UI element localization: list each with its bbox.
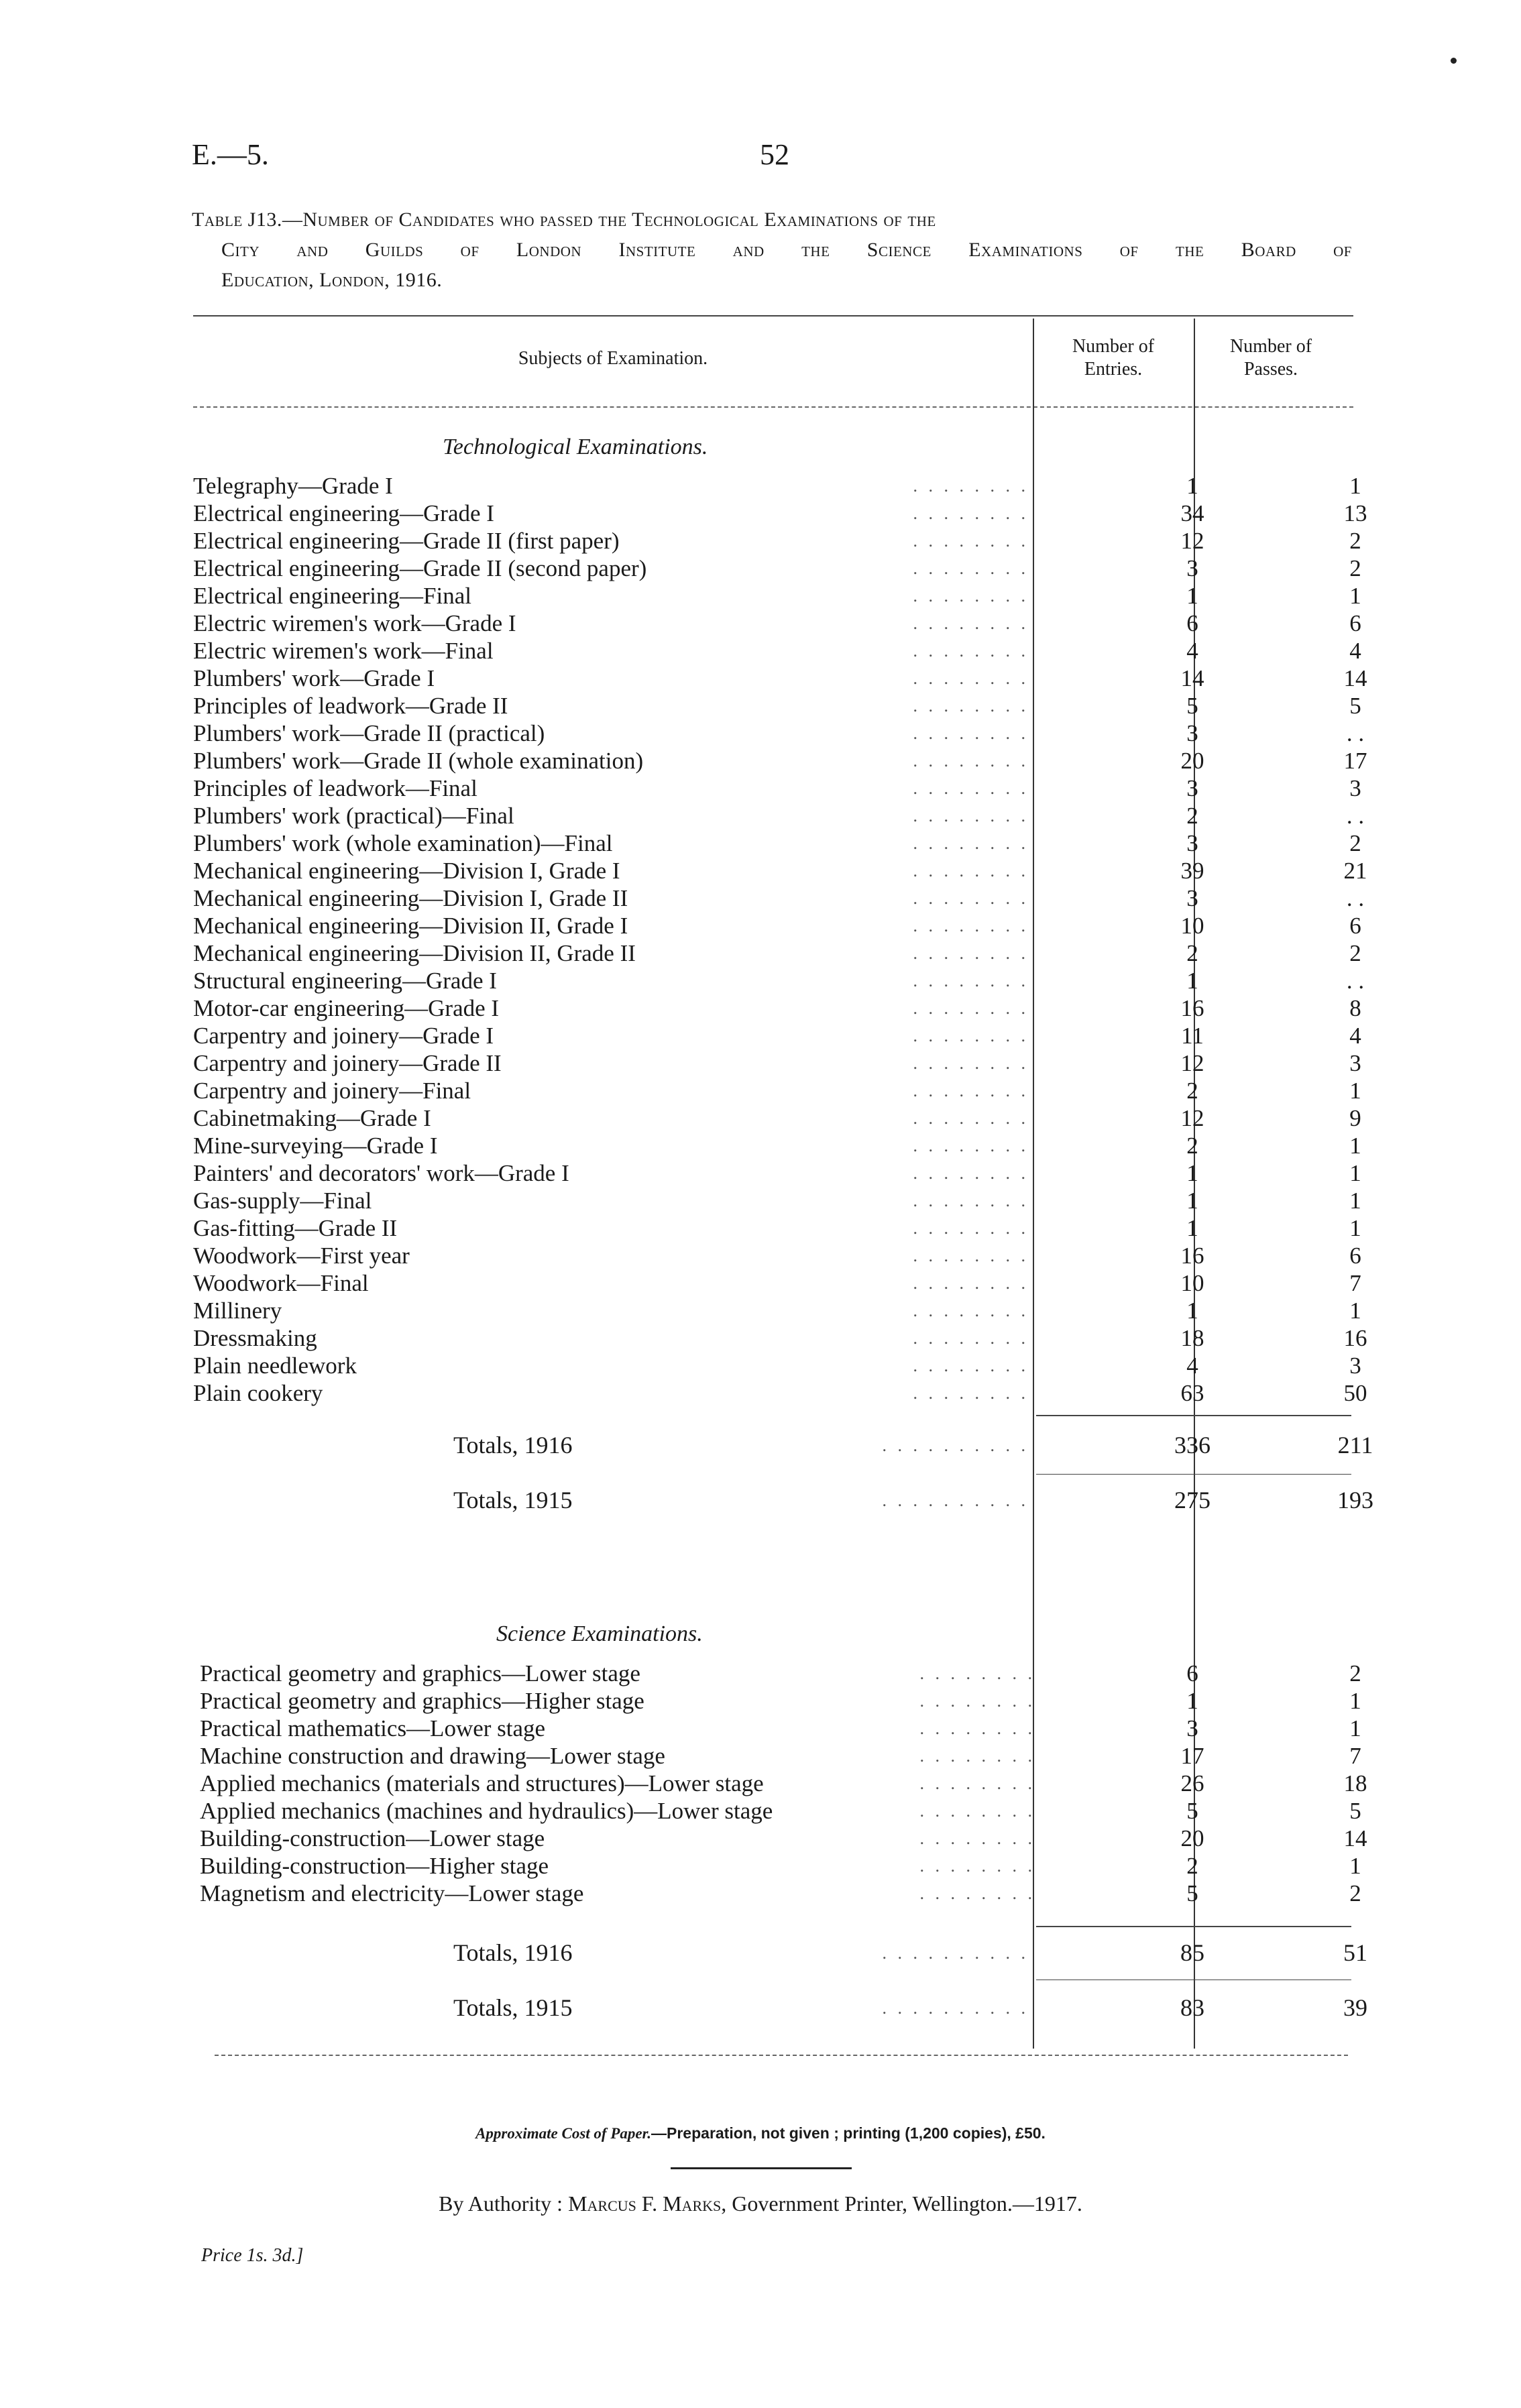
- price-note: Price 1s. 3d.]: [201, 2245, 304, 2266]
- passes-value: 9: [1349, 1105, 1361, 1131]
- dot-leaders: . . . . . . . .: [919, 1884, 1035, 1903]
- entries-value: 1: [1186, 583, 1198, 609]
- entries-value: 1: [1186, 968, 1198, 994]
- totals-label: Totals, 1916: [453, 1432, 573, 1458]
- table-row: [193, 1104, 1361, 1132]
- passes-value: 13: [1343, 500, 1367, 526]
- passes-value: 2: [1349, 940, 1361, 966]
- passes-value: 1: [1349, 1188, 1361, 1214]
- subject-label: Gas-fitting—Grade II: [193, 1215, 398, 1241]
- passes-value: . .: [1346, 803, 1365, 829]
- dot-leaders: . . . . . . . . . .: [882, 1491, 1029, 1510]
- dot-leaders: . . . . . . . .: [913, 1053, 1029, 1073]
- table-title: [192, 205, 1352, 295]
- dot-leaders: . . . . . . . .: [913, 1246, 1029, 1265]
- entries-value: 2: [1186, 803, 1198, 829]
- dot-leaders: . . . . . . . .: [913, 1328, 1029, 1348]
- table-row: [193, 637, 1361, 665]
- dot-leaders: . . . . . . . .: [913, 504, 1029, 523]
- table-row: [193, 857, 1367, 884]
- technological-totals-rule: [1036, 1415, 1351, 1416]
- dot-leaders: . . . . . . . .: [913, 998, 1029, 1018]
- dot-leaders: . . . . . . . .: [913, 1081, 1029, 1100]
- dot-leaders: . . . . . . . .: [913, 1218, 1029, 1238]
- subject-label: Machine construction and drawing—Lower stage: [200, 1743, 665, 1769]
- subject-label: Mechanical engineering—Division II, Grade II: [193, 940, 636, 966]
- totals-row: [193, 1485, 1373, 1515]
- passes-value: 3: [1349, 1353, 1361, 1379]
- passes-value: 1: [1349, 1298, 1361, 1324]
- entries-value: 3: [1186, 555, 1198, 581]
- dot-leaders: . . . . . . . .: [913, 614, 1029, 633]
- dot-leaders: . . . . . . . .: [919, 1691, 1035, 1711]
- footer-rule: [671, 2167, 852, 2169]
- table-row: [200, 1852, 1360, 1880]
- table-row: [193, 500, 1367, 527]
- passes-value: 50: [1343, 1380, 1367, 1406]
- cost-text: —Preparation, not given ; printing (1,200 copies), £50.: [651, 2124, 1046, 2142]
- totals-entries-value: 336: [1174, 1432, 1210, 1458]
- subject-label: Electrical engineering—Grade II (first paper): [193, 528, 620, 554]
- table-row: [193, 1324, 1367, 1352]
- entries-value: 16: [1180, 995, 1204, 1021]
- header-bottom-rule: [193, 406, 1353, 408]
- table-row: [193, 1049, 1361, 1077]
- totals-row: [193, 1993, 1367, 2023]
- dot-leaders: . . . . . . . .: [913, 888, 1029, 908]
- dot-leaders: . . . . . . . .: [919, 1664, 1035, 1683]
- entries-value: 11: [1181, 1023, 1204, 1049]
- subject-label: Carpentry and joinery—Grade II: [193, 1050, 502, 1076]
- subject-label: Plumbers' work (practical)—Final: [193, 803, 514, 829]
- dot-leaders: . . . . . . . .: [913, 834, 1029, 853]
- passes-value: 5: [1349, 1798, 1361, 1824]
- entries-value: 1: [1186, 1298, 1198, 1324]
- dot-leaders: . . . . . . . .: [913, 559, 1029, 578]
- dot-leaders: . . . . . . . .: [913, 971, 1029, 990]
- dot-leaders: . . . . . . . . . .: [882, 1998, 1029, 2018]
- totals-label: Totals, 1915: [453, 1487, 573, 1513]
- dot-leaders: . . . . . . . . . .: [882, 1943, 1029, 1963]
- passes-value: . .: [1346, 885, 1365, 911]
- subject-label: Motor-car engineering—Grade I: [193, 995, 500, 1021]
- entries-value: 20: [1180, 748, 1204, 774]
- table-row: [193, 747, 1367, 775]
- passes-value: 14: [1343, 665, 1367, 691]
- table-top-rule: [193, 315, 1353, 317]
- subject-label: Plumbers' work—Grade II (whole examination): [193, 748, 644, 774]
- table-title-line-1: Table J13.—Number of Candidates who passed the Technological Examinations of the: [192, 209, 936, 231]
- passes-value: 18: [1343, 1770, 1367, 1796]
- table-row: [193, 939, 1361, 967]
- subject-label: Electric wiremen's work—Grade I: [193, 610, 516, 636]
- passes-value: 7: [1349, 1743, 1361, 1769]
- page-number: 52: [760, 138, 789, 171]
- dot-leaders: . . . . . . . .: [913, 669, 1029, 688]
- table-row: [193, 1022, 1361, 1049]
- entries-value: 14: [1180, 665, 1204, 691]
- dot-leaders: . . . . . . . .: [913, 861, 1029, 880]
- passes-value: . .: [1346, 968, 1365, 994]
- table-row: [200, 1742, 1360, 1770]
- table-row: [193, 1077, 1361, 1104]
- printer-authority-line: [0, 2191, 1521, 2216]
- table-row: [193, 1297, 1361, 1324]
- subject-label: Plumbers' work—Grade I: [193, 665, 435, 691]
- table-row: [200, 1770, 1367, 1797]
- dot-leaders: . . . . . . . .: [913, 1191, 1029, 1210]
- technological-section-title: Technological Examinations.: [443, 435, 708, 459]
- authority-suffix: , Government Printer, Wellington.—1917.: [721, 2191, 1082, 2216]
- passes-value: . .: [1346, 720, 1365, 746]
- passes-value: 2: [1349, 1880, 1361, 1906]
- passes-value: 1: [1349, 473, 1361, 499]
- subject-label: Practical mathematics—Lower stage: [200, 1715, 546, 1741]
- passes-value: 14: [1343, 1825, 1367, 1851]
- table-row: [193, 692, 1361, 720]
- subject-label: Dressmaking: [193, 1325, 317, 1351]
- entries-value: 2: [1186, 1078, 1198, 1104]
- subject-label: Electrical engineering—Grade II (second paper): [193, 555, 647, 581]
- print-speck: [1451, 58, 1457, 64]
- subject-label: Mechanical engineering—Division II, Grade I: [193, 913, 628, 939]
- subject-label: Building-construction—Lower stage: [200, 1825, 545, 1851]
- entries-value: 6: [1186, 610, 1198, 636]
- totals-row: [193, 1938, 1367, 1968]
- cost-of-paper-note: [0, 2124, 1521, 2142]
- subject-label: Woodwork—Final: [193, 1270, 369, 1296]
- entries-value: 3: [1186, 775, 1198, 801]
- dot-leaders: . . . . . . . .: [913, 943, 1029, 963]
- entries-value: 1: [1186, 1215, 1198, 1241]
- passes-value: 4: [1349, 638, 1361, 664]
- entries-value: 6: [1186, 1660, 1198, 1686]
- passes-value: 1: [1349, 1215, 1361, 1241]
- subject-label: Electrical engineering—Final: [193, 583, 471, 609]
- entries-value: 2: [1186, 1133, 1198, 1159]
- subjects-column-header: Subjects of Examination.: [518, 348, 708, 369]
- subject-label: Applied mechanics (machines and hydraulics)—Lower stage: [200, 1798, 773, 1824]
- table-row: [200, 1825, 1367, 1852]
- subject-label: Plain needlework: [193, 1353, 357, 1379]
- passes-value: 3: [1349, 1050, 1361, 1076]
- dot-leaders: . . . . . . . .: [913, 1163, 1029, 1183]
- subject-label: Painters' and decorators' work—Grade I: [193, 1160, 569, 1186]
- subject-label: Carpentry and joinery—Grade I: [193, 1023, 494, 1049]
- table-row: [193, 967, 1365, 994]
- table-row: [193, 1379, 1367, 1407]
- subject-label: Plumbers' work—Grade II (practical): [193, 720, 545, 746]
- passes-column-header: Number of Passes.: [1229, 336, 1312, 380]
- table-row: [193, 1187, 1361, 1214]
- subject-label: Mechanical engineering—Division I, Grade II: [193, 885, 628, 911]
- dot-leaders: . . . . . . . . . .: [882, 1436, 1029, 1455]
- entries-value: 12: [1180, 1105, 1204, 1131]
- passes-value: 5: [1349, 693, 1361, 719]
- totals-entries-value: 275: [1174, 1487, 1210, 1513]
- dot-leaders: . . . . . . . .: [913, 1108, 1029, 1128]
- subject-label: Mechanical engineering—Division I, Grade I: [193, 858, 620, 884]
- subject-label: Electric wiremen's work—Final: [193, 638, 494, 664]
- entries-value: 1: [1186, 1688, 1198, 1714]
- dot-leaders: . . . . . . . .: [913, 1356, 1029, 1375]
- subject-label: Principles of leadwork—Grade II: [193, 693, 508, 719]
- table-row: [193, 994, 1361, 1022]
- subject-label: Building-construction—Higher stage: [200, 1853, 549, 1879]
- table-title-line-3: Education, London, 1916.: [221, 269, 443, 291]
- entries-column-header: Number of Entries.: [1072, 336, 1155, 380]
- table-row: [193, 912, 1361, 939]
- dot-leaders: . . . . . . . .: [913, 806, 1029, 825]
- totals-label: Totals, 1915: [453, 1994, 573, 2021]
- entries-value: 1: [1186, 1160, 1198, 1186]
- subject-label: Carpentry and joinery—Final: [193, 1078, 471, 1104]
- table-row: [193, 555, 1361, 582]
- passes-value: 8: [1349, 995, 1361, 1021]
- science-section-title: Science Examinations.: [496, 1621, 703, 1646]
- entries-value: 4: [1186, 1353, 1198, 1379]
- dot-leaders: . . . . . . . .: [913, 724, 1029, 743]
- subject-label: Magnetism and electricity—Lower stage: [200, 1880, 584, 1906]
- passes-value: 21: [1343, 858, 1367, 884]
- dot-leaders: . . . . . . . .: [919, 1829, 1035, 1848]
- subject-label: Practical geometry and graphics—Higher stage: [200, 1688, 644, 1714]
- table-row: [193, 720, 1365, 747]
- table-row: [193, 1214, 1361, 1242]
- printer-name: Marcus F. Marks: [568, 2191, 722, 2216]
- subject-label: Cabinetmaking—Grade I: [193, 1105, 431, 1131]
- entries-value: 10: [1180, 1270, 1204, 1296]
- table-row: [193, 665, 1367, 692]
- entries-value: 34: [1180, 500, 1204, 526]
- table-row: [200, 1660, 1360, 1687]
- table-row: [193, 1269, 1361, 1297]
- dot-leaders: . . . . . . . .: [913, 1383, 1029, 1403]
- totals-passes-value: 193: [1337, 1487, 1373, 1513]
- entries-value: 63: [1180, 1380, 1204, 1406]
- table-row: [193, 472, 1361, 500]
- passes-value: 2: [1349, 830, 1361, 856]
- entries-value: 18: [1180, 1325, 1204, 1351]
- table-row: [193, 1242, 1361, 1269]
- table-row: [193, 775, 1361, 802]
- passes-value: 6: [1349, 610, 1361, 636]
- entries-value: 10: [1180, 913, 1204, 939]
- dot-leaders: . . . . . . . .: [913, 1026, 1029, 1045]
- table-row: [193, 829, 1361, 857]
- passes-value: 6: [1349, 913, 1361, 939]
- subject-label: Telegraphy—Grade I: [193, 473, 393, 499]
- dot-leaders: . . . . . . . .: [919, 1746, 1035, 1766]
- subject-label: Woodwork—First year: [193, 1243, 410, 1269]
- passes-value: 1: [1349, 1715, 1361, 1741]
- totals-label: Totals, 1916: [453, 1939, 573, 1966]
- dot-leaders: . . . . . . . .: [913, 779, 1029, 798]
- dot-leaders: . . . . . . . .: [913, 751, 1029, 770]
- table-row: [193, 1352, 1361, 1379]
- totals-passes-value: 39: [1343, 1994, 1367, 2021]
- entries-value: 5: [1186, 1798, 1198, 1824]
- entries-value: 12: [1180, 528, 1204, 554]
- passes-value: 1: [1349, 1160, 1361, 1186]
- dot-leaders: . . . . . . . .: [913, 696, 1029, 715]
- entries-value: 4: [1186, 638, 1198, 664]
- subject-label: Electrical engineering—Grade I: [193, 500, 494, 526]
- table-row: [193, 802, 1365, 829]
- passes-value: 2: [1349, 1660, 1361, 1686]
- document-reference: E.—5.: [192, 138, 269, 171]
- passes-value: 1: [1349, 1853, 1361, 1879]
- entries-value: 5: [1186, 693, 1198, 719]
- table-row: [193, 1159, 1361, 1187]
- dot-leaders: . . . . . . . .: [919, 1719, 1035, 1738]
- passes-value: 7: [1349, 1270, 1361, 1296]
- table-title-line-2: City and Guilds of London Institute and the Science Examinations of the Board of: [221, 239, 1352, 261]
- subject-label: Structural engineering—Grade I: [193, 968, 497, 994]
- entries-value: 20: [1180, 1825, 1204, 1851]
- totals-passes-value: 51: [1343, 1939, 1367, 1966]
- entries-value: 1: [1186, 473, 1198, 499]
- passes-value: 17: [1343, 748, 1367, 774]
- authority-prefix: By Authority :: [439, 2191, 563, 2216]
- dot-leaders: . . . . . . . .: [919, 1856, 1035, 1876]
- table-row: [193, 1132, 1361, 1159]
- entries-value: 17: [1180, 1743, 1204, 1769]
- passes-value: 1: [1349, 1688, 1361, 1714]
- totals-entries-value: 83: [1180, 1994, 1204, 2021]
- passes-value: 2: [1349, 555, 1361, 581]
- entries-value: 12: [1180, 1050, 1204, 1076]
- dot-leaders: . . . . . . . .: [919, 1774, 1035, 1793]
- dot-leaders: . . . . . . . .: [913, 1136, 1029, 1155]
- dot-leaders: . . . . . . . .: [913, 1273, 1029, 1293]
- passes-value: 2: [1349, 528, 1361, 554]
- dot-leaders: . . . . . . . .: [913, 916, 1029, 935]
- dot-leaders: . . . . . . . .: [913, 641, 1029, 661]
- entries-value: 39: [1180, 858, 1204, 884]
- entries-value: 3: [1186, 830, 1198, 856]
- passes-value: 1: [1349, 1133, 1361, 1159]
- subject-label: Applied mechanics (materials and structures)—Lower stage: [200, 1770, 764, 1796]
- dot-leaders: . . . . . . . .: [913, 476, 1029, 496]
- entries-value: 2: [1186, 1853, 1198, 1879]
- passes-value: 1: [1349, 583, 1361, 609]
- subject-label: Principles of leadwork—Final: [193, 775, 477, 801]
- subject-label: Practical geometry and graphics—Lower stage: [200, 1660, 640, 1686]
- entries-value: 3: [1186, 885, 1198, 911]
- dot-leaders: . . . . . . . .: [913, 531, 1029, 551]
- table-row: [200, 1715, 1360, 1742]
- table-bottom-rule: [215, 2055, 1348, 2056]
- table-row: [200, 1687, 1360, 1715]
- technological-totals-1915-rule: [1036, 1474, 1351, 1475]
- entries-value: 5: [1186, 1880, 1198, 1906]
- entries-value: 26: [1180, 1770, 1204, 1796]
- entries-value: 2: [1186, 940, 1198, 966]
- table-row: [193, 582, 1361, 610]
- entries-value: 3: [1186, 720, 1198, 746]
- entries-value: 3: [1186, 1715, 1198, 1741]
- subject-label: Mine-surveying—Grade I: [193, 1133, 438, 1159]
- passes-value: 3: [1349, 775, 1361, 801]
- passes-value: 6: [1349, 1243, 1361, 1269]
- subject-label: Plumbers' work (whole examination)—Final: [193, 830, 613, 856]
- table-row: [200, 1880, 1360, 1907]
- totals-entries-value: 85: [1180, 1939, 1204, 1966]
- table-row: [193, 884, 1365, 912]
- cost-label: Approximate Cost of Paper.: [475, 2125, 652, 2142]
- entries-value: 16: [1180, 1243, 1204, 1269]
- passes-value: 1: [1349, 1078, 1361, 1104]
- dot-leaders: . . . . . . . .: [919, 1801, 1035, 1821]
- subject-label: Gas-supply—Final: [193, 1188, 372, 1214]
- totals-row: [193, 1430, 1373, 1460]
- subject-label: Millinery: [193, 1298, 282, 1324]
- table-row: [193, 610, 1361, 637]
- table-row: [200, 1797, 1360, 1825]
- totals-passes-value: 211: [1337, 1432, 1373, 1458]
- science-totals-rule: [1036, 1926, 1351, 1927]
- table-row: [193, 527, 1361, 555]
- passes-value: 16: [1343, 1325, 1367, 1351]
- entries-value: 1: [1186, 1188, 1198, 1214]
- dot-leaders: . . . . . . . .: [913, 586, 1029, 606]
- passes-value: 4: [1349, 1023, 1361, 1049]
- dot-leaders: . . . . . . . .: [913, 1301, 1029, 1320]
- subject-label: Plain cookery: [193, 1380, 323, 1406]
